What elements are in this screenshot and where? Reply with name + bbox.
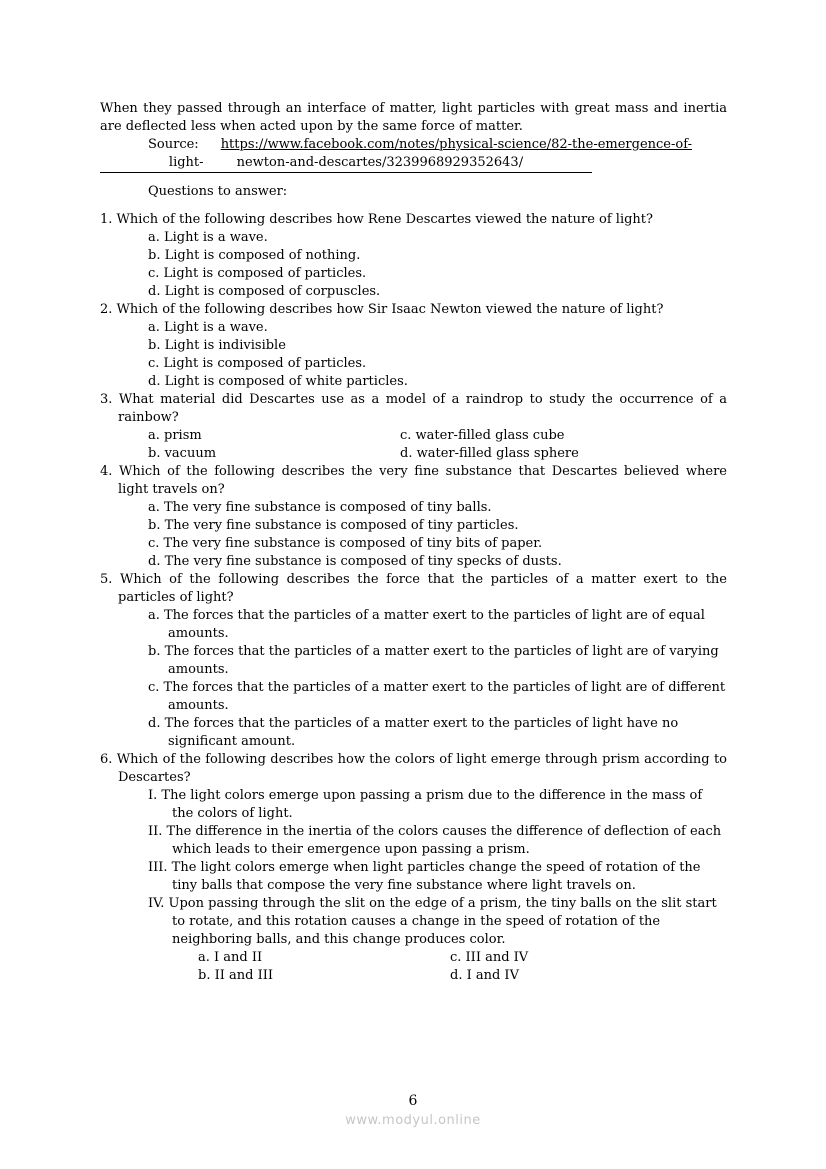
option: c. III and IV <box>450 950 529 965</box>
source-link[interactable]: https://www.facebook.com/notes/physical-science/82-the-emergence-of- <box>220 137 692 152</box>
option: a. Light is a wave. <box>148 230 268 245</box>
source-link-continued[interactable]: light- newton-and-descartes/3239968929352643/ <box>100 154 592 173</box>
question-6-statements <box>100 787 727 949</box>
option: d. The very fine substance is composed of tiny specks of dusts. <box>148 554 562 569</box>
option: d. The forces that the particles of a matter exert to the particles of light have no significant amount. <box>148 716 679 749</box>
question-5 <box>100 571 727 751</box>
option: a. prism <box>148 428 202 443</box>
question-1-options <box>100 229 727 301</box>
question-3-text: 3. What material did Descartes use as a model of a raindrop to study the occurrence of a rainbow? <box>100 392 727 425</box>
question-6 <box>100 751 727 985</box>
option: b. The very fine substance is composed of tiny particles. <box>148 518 519 533</box>
question-number: 2. <box>100 302 113 317</box>
question-5-text: 5. Which of the following describes the force that the particles of a matter exert to the particles of light? <box>100 572 728 605</box>
question-number: 3. <box>100 392 113 407</box>
option: d. Light is composed of white particles. <box>148 374 408 389</box>
question-number: 6. <box>100 752 113 767</box>
option: c. The very fine substance is composed of tiny bits of paper. <box>148 536 543 551</box>
question-1-text: 1. Which of the following describes how Rene Descartes viewed the nature of light? <box>100 212 653 227</box>
option: c. Light is composed of particles. <box>148 356 367 371</box>
document-content <box>100 100 727 985</box>
option: b. vacuum <box>148 446 217 461</box>
option: a. The very fine substance is composed of tiny balls. <box>148 500 492 515</box>
watermark: www.modyul.online <box>345 1113 481 1128</box>
source-line-1 <box>100 136 727 154</box>
option: a. Light is a wave. <box>148 320 268 335</box>
option: d. Light is composed of corpuscles. <box>148 284 381 299</box>
intro-paragraph: When they passed through an interface of matter, light particles with great mass and inertia are deflected less when acted upon by the same force of matter. <box>100 101 727 134</box>
statement: IV. Upon passing through the slit on the edge of a prism, the tiny balls on the slit start to rotate, and this rotation causes a change in the speed of rotation of the neighboring balls, and this change produces color. <box>148 896 717 947</box>
questions-heading: Questions to answer: <box>148 184 288 199</box>
question-number: 4. <box>100 464 113 479</box>
option: b. The forces that the particles of a matter exert to the particles of light are of varying amounts. <box>148 644 719 677</box>
page-number: 6 <box>408 1093 418 1109</box>
option: c. Light is composed of particles. <box>148 266 367 281</box>
question-6-options <box>100 949 727 985</box>
statement: III. The light colors emerge when light particles change the speed of rotation of the tiny balls that compose the very fine substance where light travels on. <box>148 860 701 893</box>
option: d. I and IV <box>450 968 519 983</box>
statement: II. The difference in the inertia of the colors causes the difference of deflection of each which leads to their emergence upon passing a prism. <box>148 824 722 857</box>
option: a. The forces that the particles of a matter exert to the particles of light are of equal amounts. <box>148 608 705 641</box>
option: c. The forces that the particles of a matter exert to the particles of light are of different amounts. <box>148 680 726 713</box>
question-3-options <box>100 427 727 463</box>
question-2 <box>100 301 727 391</box>
option: a. I and II <box>198 950 263 965</box>
question-3 <box>100 391 727 463</box>
statement: I. The light colors emerge upon passing a prism due to the difference in the mass of the colors of light. <box>148 788 703 821</box>
question-4 <box>100 463 727 571</box>
option: b. Light is composed of nothing. <box>148 248 361 263</box>
question-4-options <box>100 499 727 571</box>
question-5-options <box>100 607 727 751</box>
question-number: 1. <box>100 212 113 227</box>
option: c. water-filled glass cube <box>400 428 565 443</box>
question-1 <box>100 211 727 301</box>
option: b. II and III <box>198 968 273 983</box>
question-2-options <box>100 319 727 391</box>
page-footer <box>0 1093 826 1128</box>
option: b. Light is indivisible <box>148 338 286 353</box>
question-6-text: 6. Which of the following describes how the colors of light emerge through prism according to Descartes? <box>100 752 728 785</box>
question-number: 5. <box>100 572 113 587</box>
question-2-text: 2. Which of the following describes how Sir Isaac Newton viewed the nature of light? <box>100 302 664 317</box>
source-label: Source: <box>148 137 199 152</box>
source-block <box>100 136 727 173</box>
source-line-2 <box>100 154 727 173</box>
question-4-text: 4. Which of the following describes the very fine substance that Descartes believed where light travels on? <box>100 464 727 497</box>
option: d. water-filled glass sphere <box>400 446 579 461</box>
